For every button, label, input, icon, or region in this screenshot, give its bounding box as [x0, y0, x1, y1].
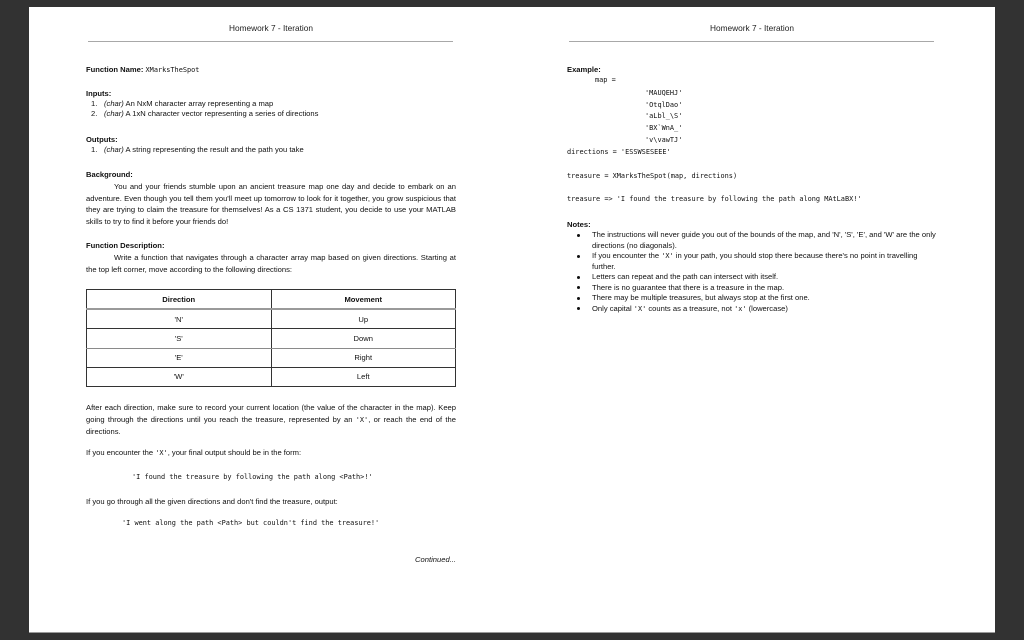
found-output-format: 'I found the treasure by following the path along <Path>!' — [132, 473, 373, 481]
continued-note: Continued... — [415, 555, 456, 564]
notfound-intro: If you go through all the given directions and don't find the treasure, output: — [86, 497, 338, 506]
map-row: 'v\vawTJ' — [645, 135, 683, 144]
page-header: Homework 7 - Iteration — [229, 23, 313, 33]
map-row: 'MAUQEHJ' — [645, 89, 683, 97]
directions-line: directions = 'ESSWSESEEE' — [567, 148, 671, 156]
function-name-line — [86, 65, 199, 75]
map-row: 'BX`WnA_' — [645, 124, 683, 133]
table-header-direction: Direction — [87, 290, 272, 310]
description-text: Write a function that navigates through a character array map based on given directions. Starting at the top left corner, move according to the following directions: — [86, 253, 456, 274]
notes-list — [567, 230, 937, 314]
table-row: 'S' Down — [87, 329, 456, 348]
found-intro: If you encounter the 'X', your final output should be in the form: — [86, 448, 302, 457]
page-left — [86, 7, 456, 632]
map-rows — [645, 88, 682, 147]
after-table-text: After each direction, make sure to record your current location (the value of the character in the map). Keep going through the directions until you reach the treasure, represented by an 'X', or reach the end of the directions. — [86, 403, 456, 437]
header-divider — [569, 41, 934, 42]
note-item: There is no guarantee that there is a treasure in the map. — [567, 283, 937, 294]
notes-heading: Notes: — [567, 220, 591, 229]
output-item: 1. (char) A string representing the result and the path you take — [91, 145, 304, 154]
note-item: If you encounter the 'X' in your path, you should stop there because there's no point in travelling further. — [567, 251, 937, 272]
page-right — [567, 7, 937, 632]
table-row: 'N' Up — [87, 309, 456, 329]
table-row: 'E' Right — [87, 348, 456, 367]
table-header-movement: Movement — [271, 290, 456, 310]
background-heading: Background: — [86, 170, 133, 179]
page-header: Homework 7 - Iteration — [710, 23, 794, 33]
map-row: 'aLbl_\S' — [645, 112, 683, 121]
note-item: There may be multiple treasures, but always stop at the first one. — [567, 293, 937, 304]
description-heading: Function Description: — [86, 241, 165, 250]
function-name-label: Function Name: — [86, 65, 144, 74]
input-item: 1. (char) An NxM character array representing a map — [91, 99, 274, 108]
background-text: You and your friends stumble upon an ancient treasure map one day and decide to embark on an adventure. Even though you tell them you'll meet up tomorrow to look for it together, you grow suspicious that they are trying to claim the treasure for themselves! As a CS 1371 student, you decide to use your MATLAB skills to try to find it before your friends do! — [86, 182, 456, 226]
result-line: treasure => 'I found the treasure by following the path along MAtLaBX!' — [567, 195, 862, 203]
note-item: The instructions will never guide you out of the bounds of the map, and 'N', 'S', 'E', and 'W' are the only directions (no diagonals). — [567, 230, 937, 251]
outputs-heading: Outputs: — [86, 135, 118, 144]
call-line: treasure = XMarksTheSpot(map, directions) — [567, 172, 738, 180]
direction-table — [86, 289, 456, 387]
example-heading: Example: — [567, 65, 601, 74]
map-row: 'OtqlDao' — [645, 100, 683, 109]
function-name: XMarksTheSpot — [145, 66, 200, 74]
header-divider — [88, 41, 453, 42]
inputs-list — [86, 99, 318, 120]
inputs-heading: Inputs: — [86, 89, 112, 98]
note-item: Letters can repeat and the path can intersect with itself. — [567, 272, 937, 283]
input-item: 2. (char) A 1xN character vector representing a series of directions — [91, 109, 319, 119]
outputs-list — [86, 145, 304, 155]
document-viewport — [29, 7, 995, 633]
map-label: map = — [595, 76, 616, 84]
note-item: Only capital 'X' counts as a treasure, not 'x' (lowercase) — [567, 304, 937, 315]
table-row: 'W' Left — [87, 367, 456, 386]
notfound-output-format: 'I went along the path <Path> but couldn't find the treasure!' — [122, 519, 380, 527]
